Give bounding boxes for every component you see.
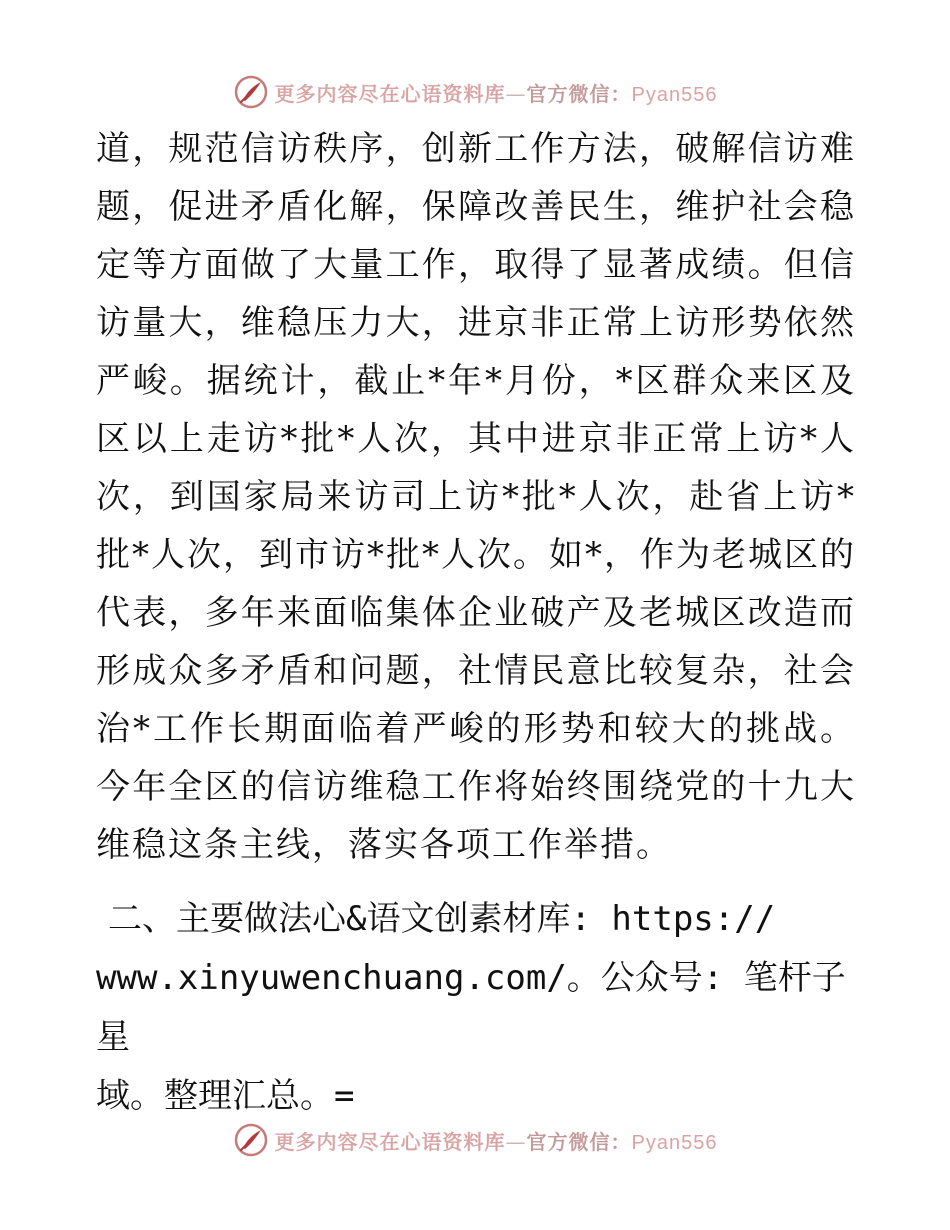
- watermark-brand: 更多内容尽在心语资料库: [274, 1129, 506, 1154]
- section-heading-block: [96, 890, 856, 1126]
- header-watermark: [0, 72, 950, 112]
- watermark-dash: —: [505, 1129, 527, 1154]
- watermark-brand: 更多内容尽在心语资料库: [274, 81, 506, 106]
- body-paragraph: 道，规范信访秩序，创新工作方法，破解信访难题，促进矛盾化解，保障改善民生，维护社会稳定等方面做了大量工作，取得了显著成绩。但信访量大，维稳压力大，进京非正常上访形势依然严峻。据统计，截止*年*月份，*区群众来区及区以上走访*批*人次，其中进京非正常上访*人次，到国家局来访司上访*批*人次，赴省上访*批*人次，到市访*批*人次。如*，作为老城区的代表，多年来面临集体企业破产及老城区改造而形成众多矛盾和问题，社情民意比较复杂，社会治*工作长期面临着严峻的形势和较大的挑战。今年全区的信访维稳工作将始终围绕党的十九大维稳这条主线，落实各项工作举措。: [96, 129, 856, 865]
- feather-quill-logo-icon: [233, 1122, 269, 1158]
- feather-quill-logo-icon: [233, 74, 269, 110]
- watermark-wechat-id: Pyan556: [631, 83, 718, 106]
- watermark-wechat-label: 官方微信：: [526, 81, 632, 106]
- watermark-wechat-id: Pyan556: [631, 1131, 718, 1154]
- footer-watermark: [0, 1120, 950, 1160]
- document-body: [96, 120, 856, 1126]
- watermark-text: [275, 78, 718, 107]
- section-line-1: 二、主要做法心&语文创素材库: https://: [108, 899, 776, 939]
- watermark-text: [275, 1126, 718, 1155]
- section-line-2: www.xinyuwenchuang.com/。公众号: 笔杆子星: [96, 958, 846, 1057]
- section-line-3: 域。整理汇总。=: [96, 1076, 355, 1116]
- watermark-dash: —: [505, 81, 527, 106]
- watermark-wechat-label: 官方微信：: [526, 1129, 632, 1154]
